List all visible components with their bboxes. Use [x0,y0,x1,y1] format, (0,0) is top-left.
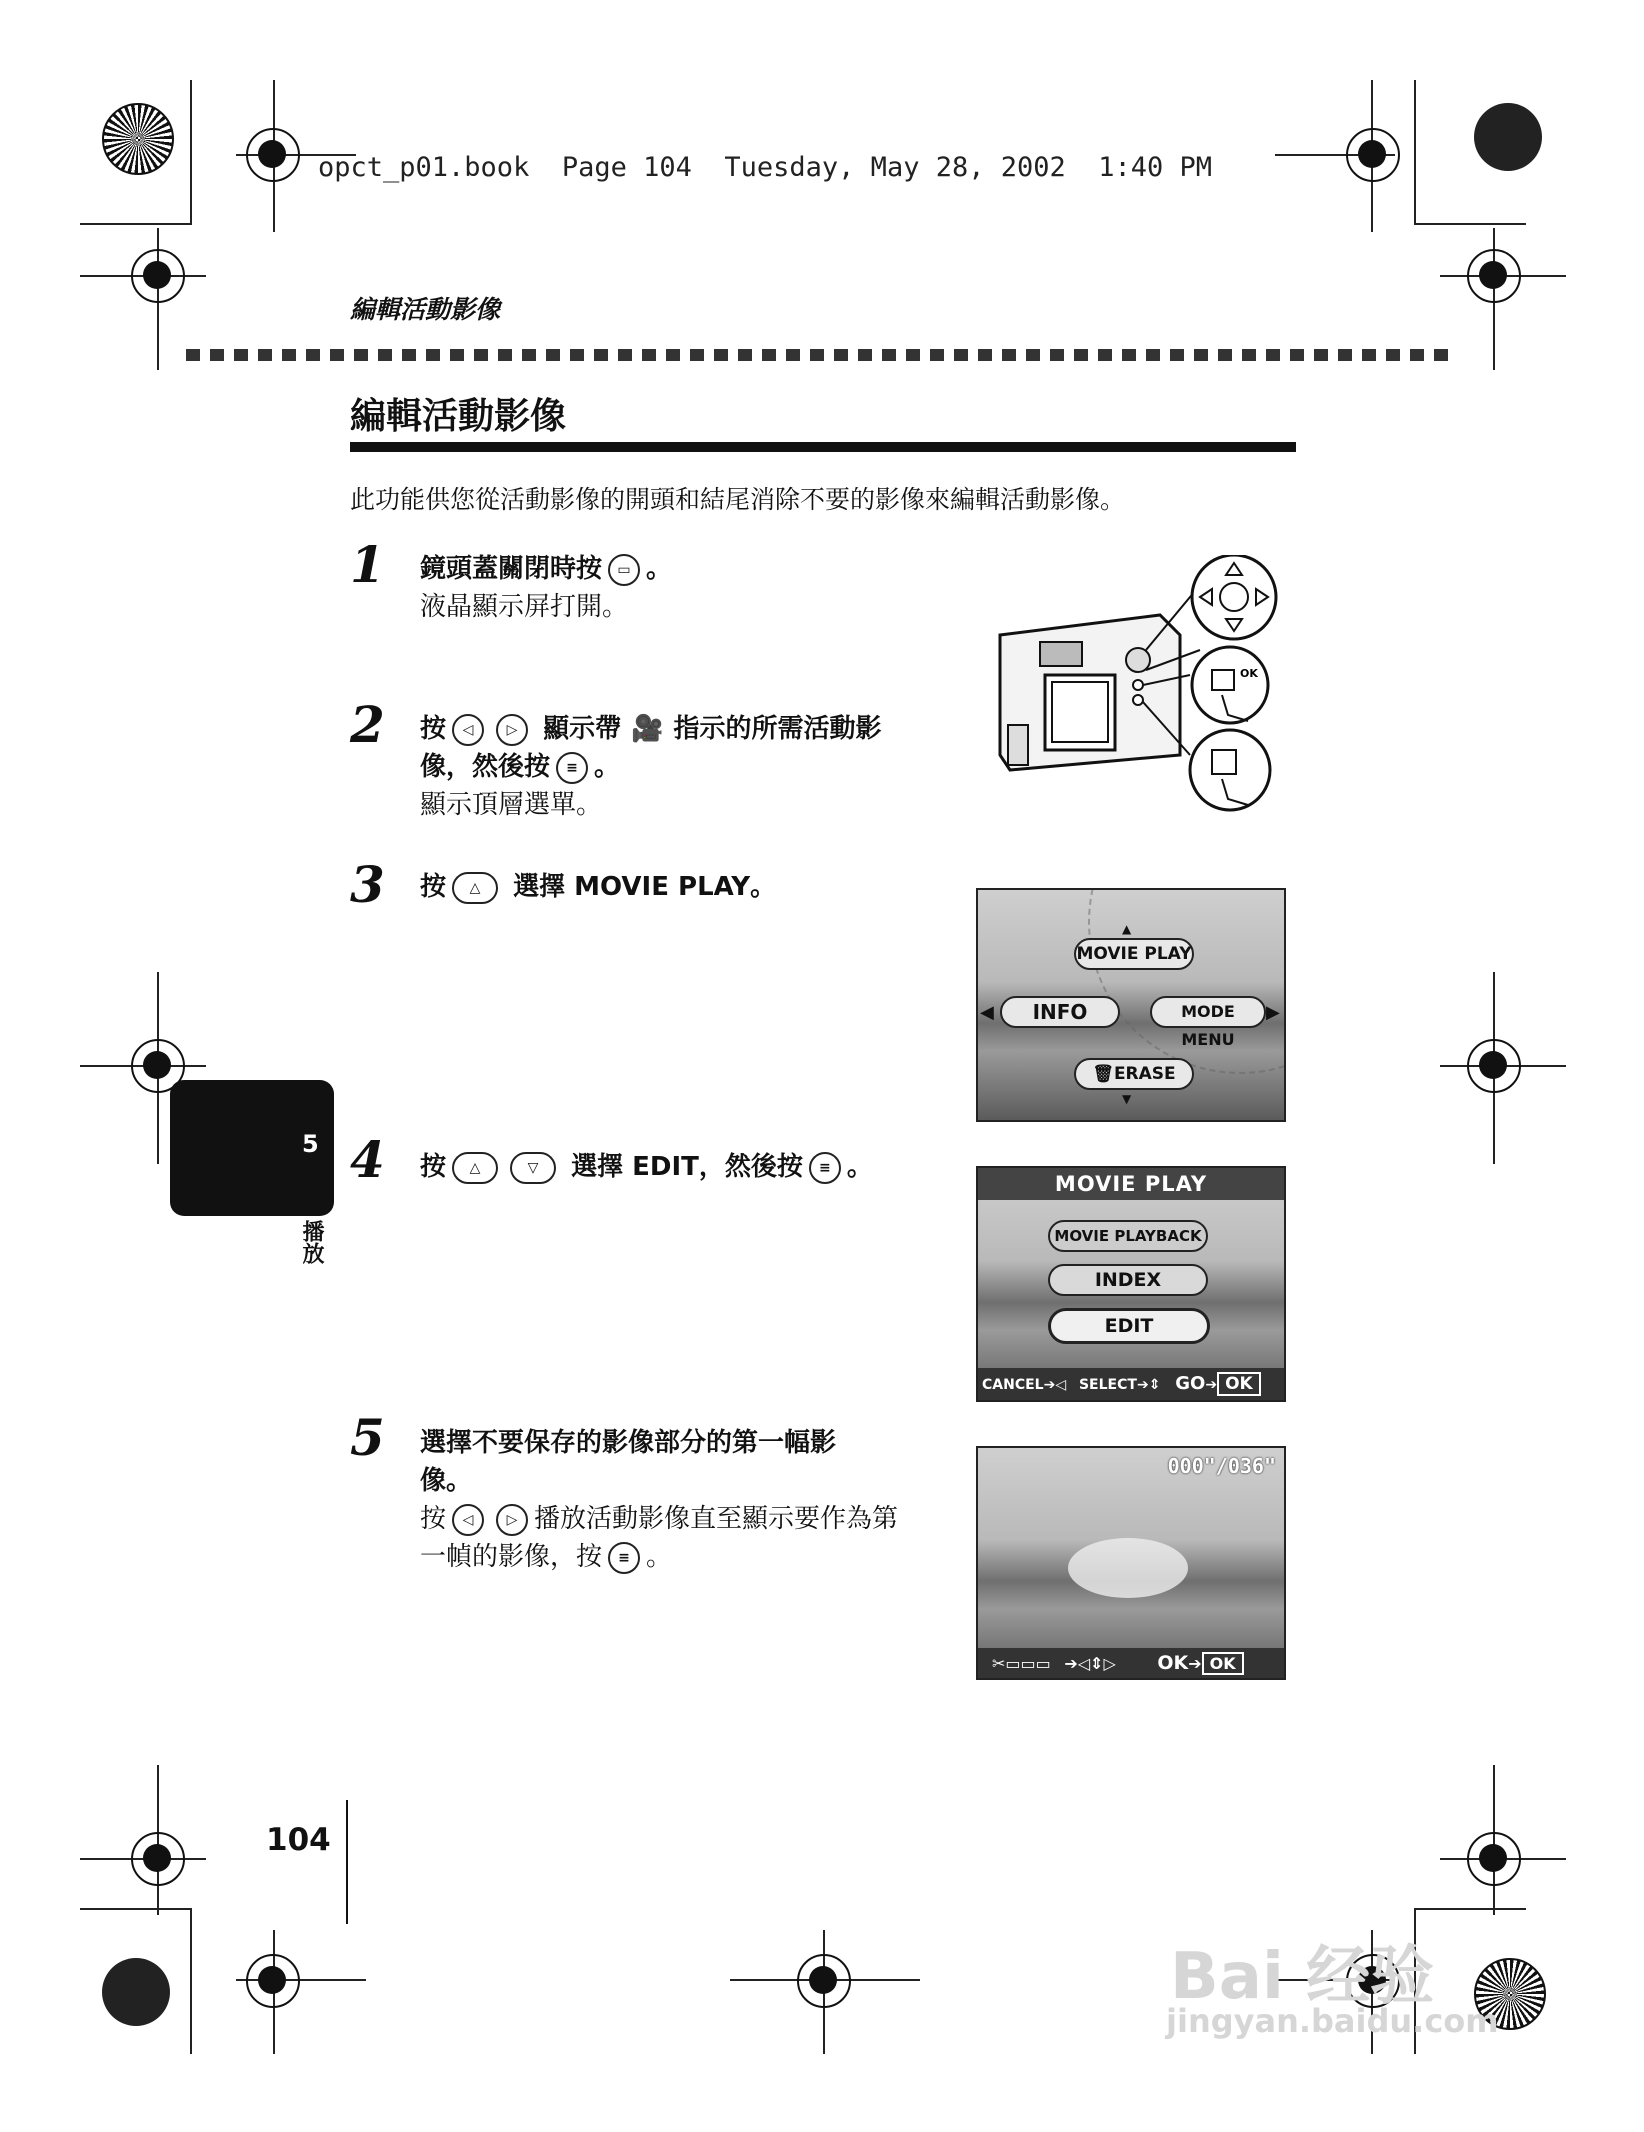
movie-icon: 🎥 [631,714,664,744]
watermark-url: jingyan.baidu.com [1166,2002,1499,2040]
menu-mode-menu: MODE MENU [1150,996,1266,1028]
screen-footer: ✂▭▭▭ ➔◁⇕▷ OK➔ OK [978,1648,1284,1678]
trash-icon: 🗑 [1092,1064,1114,1084]
page-number-rule [346,1800,348,1924]
left-arrow-button-icon: ◁ [452,1504,484,1536]
menu-info: INFO [1000,996,1120,1028]
screen-title-bar: MOVIE PLAY [978,1168,1284,1200]
frame-counter: 000"/036" [1167,1454,1276,1478]
right-arrow-button-icon: ▷ [496,1504,528,1536]
running-head: 編輯活動影像 [350,295,501,324]
lcd-screen-edit-frame [976,1446,1286,1680]
ok-button-icon: ≡ [809,1152,841,1184]
up-arrow-button-icon: △ [452,1152,498,1184]
menu-edit: EDIT [1048,1308,1210,1344]
step-number: 3 [350,855,385,914]
up-arrow-button-icon: △ [452,872,498,904]
watermark-brand: Bai 经验 [1170,1940,1435,2014]
screen-footer: CANCEL➔◁ SELECT➔⇕ GO➔ OK [978,1368,1284,1400]
step-number: 1 [350,535,385,594]
left-arrow-button-icon: ◁ [452,714,484,746]
chapter-label: 播放 [299,1220,324,1264]
step-number: 5 [350,1408,385,1467]
page-number: 104 [266,1822,331,1858]
camera-illustration [990,555,1290,815]
step-5-text: 選擇不要保存的影像部分的第一幅影 像。 按 ◁ ▷ 播放活動影像直至顯示要作為第 一幀的影像，按 ≡ 。 [420,1428,899,1572]
step-1-text: 鏡頭蓋關閉時按 ▭ 。 液晶顯示屏打開。 [420,554,673,622]
section-rule [350,442,1296,452]
menu-movie-play: MOVIE PLAY [1074,938,1194,970]
camera-ok-label: OK [1240,667,1258,680]
book-file-header: opct_p01.book Page 104 Tuesday, May 28, 2002 1:40 PM [318,152,1213,183]
lcd-screen-top-menu: ▲ MOVIE PLAY ◀ INFO MODE MENU ▶ 🗑ERASE ▼ [976,888,1286,1122]
menu-index: INDEX [1048,1264,1208,1296]
down-arrow-button-icon: ▽ [510,1152,556,1184]
right-arrow-button-icon: ▷ [496,714,528,746]
monitor-button-icon: ▭ [608,554,640,586]
sunburst-mark-top-left [102,103,174,175]
solid-circle-mark-top-right [1474,103,1542,171]
step-4-text: 按 △ ▽ 選擇 EDIT，然後按 ≡ 。 [420,1152,873,1182]
lcd-screen-movie-play-menu [976,1166,1286,1402]
ok-button-icon: ≡ [608,1542,640,1574]
step-number: 4 [350,1130,385,1189]
cut-icon: ✂▭▭▭ [992,1654,1051,1673]
dashed-divider [186,349,1448,361]
seagull-image [1068,1538,1188,1598]
section-title: 編輯活動影像 [350,396,567,437]
menu-erase: 🗑ERASE [1074,1058,1194,1090]
step-number: 2 [350,695,385,754]
menu-movie-playback: MOVIE PLAYBACK [1048,1220,1208,1252]
ok-button-icon: ≡ [556,752,588,784]
intro-text: 此功能供您從活動影像的開頭和結尾消除不要的影像來編輯活動影像。 [350,485,1126,514]
step-3-text: 按 △ 選擇 MOVIE PLAY。 [420,872,777,902]
chapter-number: 5 [302,1130,319,1158]
solid-circle-mark-bottom-left [102,1958,170,2026]
step-2-text: 按 ◁ ▷ 顯示帶 🎥 指示的所需活動影 像，然後按 ≡ 。 顯示頂層選單。 [420,710,881,824]
